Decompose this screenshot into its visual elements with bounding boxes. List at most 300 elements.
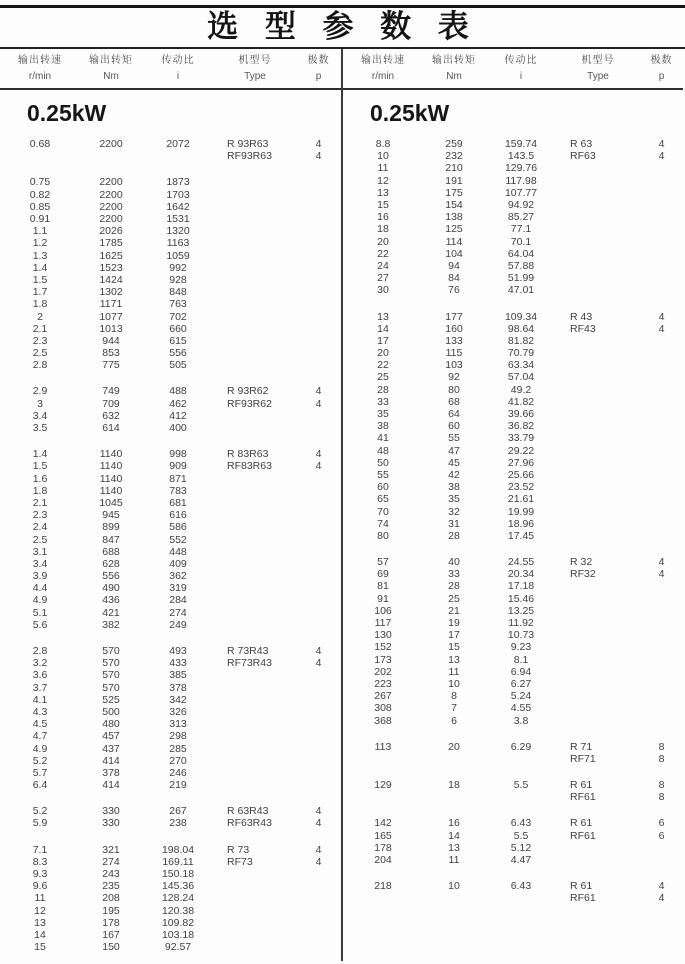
cell-poles: 6 (658, 829, 665, 842)
cell-output-speed: 106 (374, 604, 392, 617)
cell-ratio: 1642 (166, 200, 190, 213)
cell-output-torque: 160 (445, 322, 463, 335)
cell-output-torque: 321 (102, 843, 120, 856)
cell-output-speed: 13 (34, 916, 46, 929)
cell-output-torque: 31 (448, 517, 460, 530)
column-header-label: 传动比 (504, 55, 538, 66)
cell-output-torque: 104 (445, 247, 463, 260)
table-row (343, 211, 683, 223)
cell-ratio: 109.82 (161, 916, 195, 929)
table-row (343, 432, 683, 444)
cell-output-speed: 48 (377, 444, 389, 457)
cell-output-speed: 173 (374, 653, 392, 666)
cell-output-speed: 1.7 (32, 286, 48, 299)
cell-ratio: 5.12 (510, 841, 532, 854)
cell-output-torque: 11 (448, 854, 460, 867)
row-group (0, 844, 341, 954)
table-row (343, 260, 683, 272)
row-group (343, 138, 683, 296)
table-row (343, 371, 683, 383)
cell-output-torque: 16 (448, 817, 460, 830)
cell-output-torque: 480 (102, 718, 120, 731)
cell-type: RF61 (570, 892, 596, 905)
cell-ratio: 909 (169, 460, 187, 473)
cell-output-speed: 165 (374, 829, 392, 842)
row-group (0, 138, 341, 162)
cell-output-torque: 775 (102, 359, 120, 372)
cell-output-torque: 2200 (99, 138, 123, 151)
row-group (0, 805, 341, 829)
column-header (639, 55, 684, 83)
cell-output-speed: 178 (374, 841, 392, 854)
column-header-label: 传动比 (161, 55, 195, 66)
table-row (343, 892, 683, 904)
table-row (0, 274, 341, 286)
cell-output-speed: 13 (377, 310, 389, 323)
cell-output-torque: 632 (102, 409, 120, 422)
table-row (0, 892, 341, 904)
column-header-unit: Nm (103, 71, 119, 82)
cell-ratio: 15.46 (507, 592, 535, 605)
table-row (0, 225, 341, 237)
cell-output-torque: 92 (448, 371, 460, 384)
table-row (0, 448, 341, 460)
cell-output-torque: 175 (445, 186, 463, 199)
cell-output-torque: 138 (445, 211, 463, 224)
cell-output-speed: 3 (37, 397, 43, 410)
table-row (343, 690, 683, 702)
cell-ratio: 8.1 (513, 653, 529, 666)
cell-poles: 4 (658, 892, 665, 905)
cell-ratio: 159.74 (504, 138, 538, 151)
cell-output-torque: 628 (102, 557, 120, 570)
cell-output-speed: 28 (377, 383, 389, 396)
cell-ratio: 763 (169, 298, 187, 311)
cell-ratio: 25.66 (507, 468, 535, 481)
cell-output-speed: 3.1 (32, 545, 48, 558)
table-row (0, 460, 341, 472)
table-row (343, 359, 683, 371)
table-row (0, 917, 341, 929)
cell-output-speed: 5.2 (32, 754, 48, 767)
table-row (343, 791, 683, 803)
cell-output-speed: 4.3 (32, 705, 48, 718)
cell-output-torque: 421 (102, 606, 120, 619)
cell-output-speed: 70 (377, 505, 389, 518)
cell-ratio: 615 (169, 334, 187, 347)
cell-ratio: 18.96 (507, 517, 535, 530)
cell-output-torque: 436 (102, 594, 120, 607)
cell-output-speed: 4.9 (32, 742, 48, 755)
table-row (0, 682, 341, 694)
cell-output-speed: 50 (377, 456, 389, 469)
cell-output-torque: 28 (448, 580, 460, 593)
cell-output-torque: 208 (102, 892, 120, 905)
table-row (343, 556, 683, 568)
cell-ratio: 783 (169, 484, 187, 497)
cell-ratio: 1163 (166, 237, 190, 250)
table-row (0, 730, 341, 742)
column-header-unit: i (519, 71, 523, 82)
cell-output-speed: 129 (374, 779, 392, 792)
table-row (0, 619, 341, 631)
cell-ratio: 1059 (166, 249, 190, 262)
cell-output-speed: 1.8 (32, 298, 48, 311)
cell-output-speed: 204 (374, 854, 392, 867)
cell-ratio: 928 (169, 273, 187, 286)
cell-type: RF83R63 (227, 460, 272, 473)
table-row (343, 138, 683, 150)
table-row (343, 830, 683, 842)
cell-ratio: 24.55 (507, 556, 535, 569)
cell-output-speed: 11 (34, 892, 46, 905)
table-row (0, 929, 341, 941)
cell-output-torque: 437 (102, 742, 120, 755)
table-row (0, 570, 341, 582)
row-group (0, 448, 341, 631)
cell-output-torque: 490 (102, 582, 120, 595)
cell-output-torque: 1171 (99, 298, 123, 311)
cell-poles: 8 (658, 752, 665, 765)
cell-ratio: 21.61 (507, 493, 535, 506)
cell-ratio: 285 (169, 742, 187, 755)
table-row (0, 473, 341, 485)
tables-container (0, 49, 685, 961)
table-row (343, 505, 683, 517)
cell-output-speed: 3.4 (32, 409, 48, 422)
cell-output-speed: 55 (377, 468, 389, 481)
cell-output-speed: 12 (377, 174, 389, 187)
table-row (343, 457, 683, 469)
cell-ratio: 57.04 (507, 371, 535, 384)
table-row (343, 420, 683, 432)
cell-output-torque: 1302 (99, 286, 123, 299)
cell-output-speed: 30 (377, 284, 389, 297)
table-row (343, 842, 683, 854)
table-row (0, 385, 341, 397)
table-row (0, 497, 341, 509)
table-row (0, 485, 341, 497)
cell-output-torque: 570 (102, 669, 120, 682)
cell-output-speed: 14 (34, 928, 46, 941)
cell-output-speed: 2.3 (32, 509, 48, 522)
cell-ratio: 109.34 (504, 310, 538, 323)
cell-output-torque: 500 (102, 705, 120, 718)
cell-ratio: 92.57 (164, 941, 192, 954)
table-row (343, 654, 683, 666)
table-row (343, 714, 683, 726)
cell-output-speed: 16 (377, 211, 389, 224)
table-row (0, 694, 341, 706)
cell-output-speed: 18 (377, 223, 389, 236)
cell-ratio: 17.18 (507, 580, 535, 593)
cell-ratio: 1320 (166, 225, 190, 238)
left-table-panel (0, 49, 341, 961)
cell-output-speed: 17 (377, 334, 389, 347)
cell-output-torque: 20 (448, 740, 460, 753)
cell-output-speed: 65 (377, 493, 389, 506)
cell-ratio: 33.79 (507, 432, 535, 445)
cell-ratio: 326 (169, 705, 187, 718)
cell-output-speed: 1.5 (32, 460, 48, 473)
cell-output-torque: 235 (102, 880, 120, 893)
cell-output-speed: 2 (37, 310, 43, 323)
cell-poles: 8 (658, 740, 665, 753)
column-header (296, 55, 341, 83)
cell-ratio: 400 (169, 422, 187, 435)
table-row (0, 310, 341, 322)
cell-output-torque: 45 (448, 456, 460, 469)
table-row (343, 162, 683, 174)
cell-ratio: 120.38 (161, 904, 195, 917)
row-group (343, 817, 683, 866)
table-row (0, 250, 341, 262)
table-row (0, 706, 341, 718)
cell-output-torque: 191 (445, 174, 463, 187)
table-row (343, 347, 683, 359)
cell-ratio: 77.1 (510, 223, 532, 236)
cell-output-speed: 69 (377, 568, 389, 581)
cell-output-torque: 847 (102, 533, 120, 546)
column-header-unit: i (176, 71, 180, 82)
table-row (343, 854, 683, 866)
column-header-unit: r/min (371, 71, 395, 82)
cell-type: RF93R62 (227, 397, 272, 410)
cell-ratio: 238 (169, 817, 187, 830)
cell-output-torque: 570 (102, 657, 120, 670)
cell-output-speed: 2.5 (32, 347, 48, 360)
cell-output-speed: 130 (374, 629, 392, 642)
cell-output-speed: 2.8 (32, 645, 48, 658)
cell-ratio: 270 (169, 754, 187, 767)
table-row (0, 558, 341, 570)
cell-ratio: 362 (169, 570, 187, 583)
column-header-unit: Type (587, 71, 609, 82)
cell-output-speed: 6.4 (32, 779, 48, 792)
cell-ratio: 36.82 (507, 420, 535, 433)
cell-output-speed: 2.4 (32, 521, 48, 534)
table-row (343, 469, 683, 481)
cell-output-speed: 5.1 (32, 606, 48, 619)
cell-ratio: 150.18 (161, 868, 195, 881)
cell-output-speed: 12 (34, 904, 46, 917)
cell-output-torque: 13 (448, 841, 460, 854)
cell-ratio: 20.34 (507, 568, 535, 581)
cell-ratio: 57.88 (507, 259, 535, 272)
column-header-unit: p (315, 71, 322, 82)
cell-output-torque: 6 (451, 714, 457, 727)
cell-output-torque: 1140 (99, 472, 123, 485)
cell-output-torque: 414 (102, 779, 120, 792)
cell-ratio: 319 (169, 582, 187, 595)
cell-output-speed: 20 (377, 235, 389, 248)
table-row (0, 509, 341, 521)
table-row (343, 310, 683, 322)
cell-output-torque: 60 (448, 420, 460, 433)
cell-ratio: 267 (169, 805, 187, 818)
cell-ratio: 433 (169, 657, 187, 670)
cell-output-speed: 223 (374, 677, 392, 690)
cell-output-speed: 13 (377, 186, 389, 199)
cell-output-torque: 945 (102, 509, 120, 522)
cell-output-speed: 2.9 (32, 385, 48, 398)
cell-ratio: 219 (169, 779, 187, 792)
cell-ratio: 10.73 (507, 629, 535, 642)
cell-output-torque: 2200 (99, 213, 123, 226)
table-row (0, 657, 341, 669)
cell-output-torque: 7 (451, 702, 457, 715)
cell-poles: 4 (658, 138, 665, 151)
cell-output-speed: 74 (377, 517, 389, 530)
cell-output-torque: 14 (448, 829, 460, 842)
cell-ratio: 51.99 (507, 272, 535, 285)
cell-ratio: 145.36 (161, 880, 195, 893)
cell-ratio: 702 (169, 310, 187, 323)
cell-output-torque: 1785 (99, 237, 123, 250)
cell-type: RF71 (570, 752, 596, 765)
cell-output-torque: 749 (102, 385, 120, 398)
table-row (0, 941, 341, 953)
cell-ratio: 409 (169, 557, 187, 570)
table-row (0, 533, 341, 545)
cell-ratio: 6.43 (510, 880, 532, 893)
cell-ratio: 13.25 (507, 604, 535, 617)
column-header (557, 55, 639, 83)
cell-type: R 73 (227, 843, 250, 856)
cell-output-torque: 382 (102, 618, 120, 631)
table-row (343, 481, 683, 493)
table-row (0, 138, 341, 150)
table-row (343, 641, 683, 653)
cell-output-speed: 1.2 (32, 237, 48, 250)
cell-output-torque: 55 (448, 432, 460, 445)
cell-type: R 32 (570, 556, 593, 569)
cell-output-speed: 33 (377, 395, 389, 408)
table-row (0, 779, 341, 791)
table-row (343, 629, 683, 641)
cell-output-torque: 1523 (99, 261, 123, 274)
cell-output-speed: 1.1 (32, 225, 48, 238)
cell-output-torque: 1140 (99, 484, 123, 497)
table-row (0, 398, 341, 410)
cell-ratio: 117.98 (505, 174, 537, 187)
cell-output-speed: 20 (377, 347, 389, 360)
cell-output-speed: 2.1 (32, 496, 48, 509)
cell-ratio: 129.76 (504, 162, 538, 175)
cell-ratio: 128.24 (161, 892, 195, 905)
table-row (343, 150, 683, 162)
cell-ratio: 47.01 (507, 284, 535, 297)
table-row (0, 582, 341, 594)
cell-ratio: 1531 (166, 213, 190, 226)
cell-output-speed: 308 (374, 702, 392, 715)
cell-output-torque: 15 (448, 641, 460, 654)
page-title: 选 型 参 数 表 (207, 9, 478, 44)
cell-ratio: 992 (169, 261, 187, 274)
cell-output-speed: 267 (374, 690, 392, 703)
cell-output-torque: 35 (448, 493, 460, 506)
cell-output-speed: 0.75 (29, 176, 51, 189)
row-group (343, 556, 683, 727)
cell-output-torque: 378 (102, 766, 120, 779)
cell-output-speed: 0.85 (29, 200, 51, 213)
cell-ratio: 871 (169, 472, 187, 485)
table-header-row (0, 49, 341, 90)
cell-output-speed: 152 (374, 641, 392, 654)
cell-ratio: 378 (169, 681, 187, 694)
cell-poles: 4 (658, 556, 665, 569)
cell-output-speed: 35 (377, 408, 389, 421)
cell-output-torque: 330 (102, 805, 120, 818)
cell-output-torque: 2200 (99, 188, 123, 201)
table-row (343, 187, 683, 199)
cell-output-torque: 38 (448, 481, 460, 494)
cell-output-torque: 25 (448, 592, 460, 605)
cell-ratio: 5.5 (513, 829, 529, 842)
cell-output-torque: 944 (102, 334, 120, 347)
cell-type: RF63 (570, 150, 596, 163)
cell-output-torque: 853 (102, 347, 120, 360)
cell-ratio: 462 (169, 397, 187, 410)
table-row (0, 335, 341, 347)
table-row (0, 213, 341, 225)
power-heading: 0.25kW (27, 100, 107, 126)
cell-output-torque: 18 (448, 779, 460, 792)
cell-output-torque: 133 (445, 334, 463, 347)
cell-ratio: 4.55 (510, 702, 532, 715)
cell-output-speed: 5.2 (32, 805, 48, 818)
cell-output-torque: 1013 (99, 322, 123, 335)
cell-output-torque: 570 (102, 681, 120, 694)
cell-output-torque: 177 (445, 310, 463, 323)
cell-type: R 71 (570, 740, 593, 753)
cell-output-speed: 7.1 (32, 843, 48, 856)
table-row (343, 175, 683, 187)
cell-output-speed: 41 (377, 432, 389, 445)
cell-ratio: 49.2 (510, 383, 532, 396)
cell-ratio: 29.22 (507, 444, 535, 457)
cell-output-torque: 274 (102, 855, 120, 868)
cell-output-torque: 13 (448, 653, 460, 666)
cell-output-torque: 33 (448, 568, 460, 581)
cell-ratio: 6.27 (510, 677, 532, 690)
cell-output-torque: 195 (102, 904, 120, 917)
row-group (0, 385, 341, 434)
table-row (0, 347, 341, 359)
cell-ratio: 998 (169, 448, 187, 461)
cell-output-torque: 899 (102, 521, 120, 534)
table-row (343, 741, 683, 753)
cell-output-speed: 0.82 (29, 188, 51, 201)
cell-output-torque: 259 (445, 138, 463, 151)
table-row (343, 323, 683, 335)
cell-output-torque: 614 (102, 422, 120, 435)
column-header (485, 55, 557, 83)
cell-output-speed: 1.4 (32, 448, 48, 461)
table-row (343, 272, 683, 284)
cell-output-torque: 84 (448, 272, 460, 285)
cell-output-torque: 2200 (99, 200, 123, 213)
row-group (0, 176, 341, 371)
cell-poles: 8 (658, 791, 665, 804)
cell-ratio: 107.77 (504, 186, 538, 199)
power-heading: 0.25kW (370, 100, 450, 126)
cell-ratio: 98.64 (507, 322, 535, 335)
cell-ratio: 103.18 (161, 928, 195, 941)
table-row (343, 666, 683, 678)
cell-output-torque: 68 (448, 395, 460, 408)
cell-poles: 4 (315, 138, 322, 151)
